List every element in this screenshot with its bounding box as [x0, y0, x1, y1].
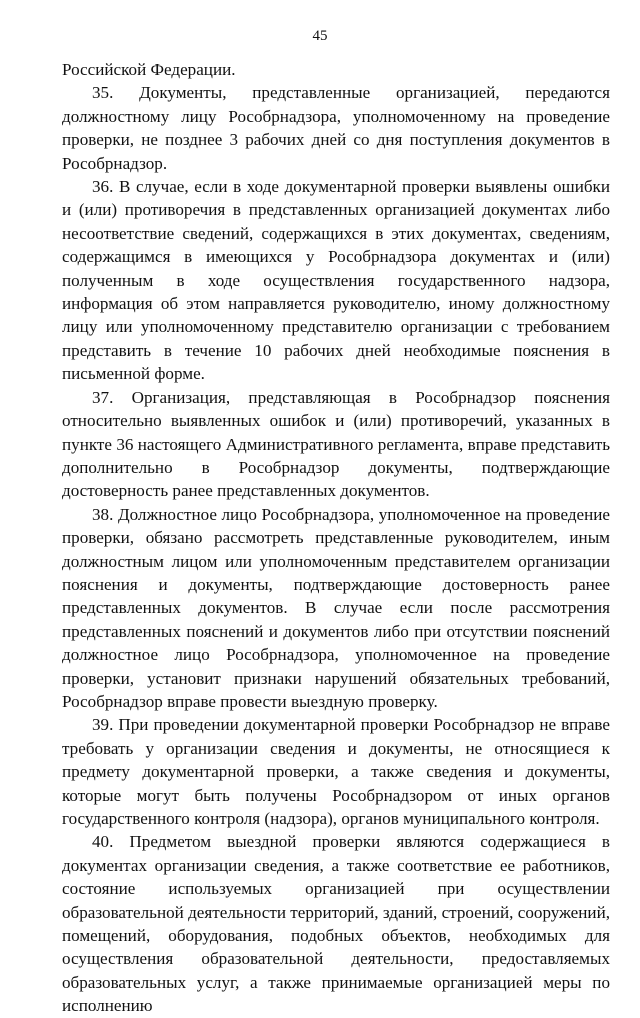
page-number: 45: [312, 28, 328, 44]
paragraph-continuation: Российской Федерации.: [62, 60, 236, 79]
paragraph-39: 39. При проведении документарной проверки Рособрнадзор не вправе требовать у организации сведения и документы, не относящиеся к предмету документарной проверки, а также сведения и документы, которые могут быть получены Рособрнадзором от иных органов государственного контроля (надзора), органов муниципального контроля.: [62, 715, 610, 828]
paragraph-35: 35. Документы, представленные организацией, передаются должностному лицу Рособрнадзора, уполномоченному на проведение проверки, не позднее 3 рабочих дней со дня поступления документов в Рособрнадзор.: [62, 83, 610, 173]
paragraph-38: 38. Должностное лицо Рособрнадзора, уполномоченное на проведение проверки, обязано рассмотреть представленные руководителем, иным должностным лицом или уполномоченным представителем организации пояснения и документы, подтверждающие достоверность ранее представленных документов. В случае если после рассмотрения представленных пояснений и документов либо при отсутствии пояснений должностное лицо Рособрнадзора, уполномоченное на проведение проверки, установит признаки нарушений обязательных требований, Рособрнадзор вправе провести выездную проверку.: [62, 504, 610, 711]
paragraph-37: 37. Организация, представляющая в Рособрнадзор пояснения относительно выявленных ошибок и (или) противоречий, указанных в пункте 36 настоящего Административного регламента, вправе представить дополнительно в Рособрнадзор документы, подтверждающие достоверность ранее представленных документов.: [62, 387, 610, 501]
document-body: [62, 58, 610, 1018]
paragraph-40: 40. Предметом выездной проверки являются содержащиеся в документах организации сведения, а также соответствие ее работников, состояние используемых организацией при осуществлении образовательной деятельности территорий, зданий, строений, сооружений, помещений, оборудования, подобных объектов, необходимых для осуществления образовательной деятельности, предоставляемых образовательных услуг, а также принимаемые организацией меры по исполнению: [62, 832, 610, 1016]
paragraph-36: 36. В случае, если в ходе документарной проверки выявлены ошибки и (или) противоречия в представленных организацией документах либо несоответствие сведений, содержащихся в этих документах, сведениям, содержащимся в имеющихся у Рособрнадзора документах и (или) полученным в ходе осуществления государственного надзора, информация об этом направляется руководителю, иному должностному лицу или уполномоченному представителю организации с требованием представить в течение 10 рабочих дней необходимые пояснения в письменной форме.: [62, 177, 610, 384]
